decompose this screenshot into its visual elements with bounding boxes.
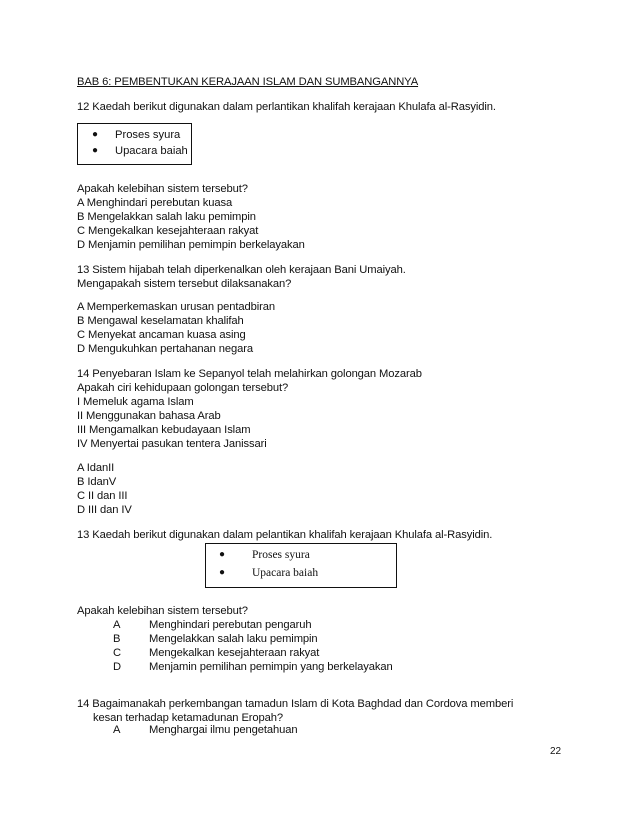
q12-question: Apakah kelebihan sistem tersebut? <box>77 183 248 195</box>
q13b-option-b-text: Mengelakkan salah laku pemimpin <box>149 633 318 645</box>
q14-option-d: D III dan IV <box>77 504 132 516</box>
q13-option-d: D Mengukuhkan pertahanan negara <box>77 343 254 355</box>
q13-option-b: B Mengawal keselamatan khalifah <box>77 315 244 327</box>
q14-statement-ii: II Menggunakan bahasa Arab <box>77 410 221 422</box>
q13-stem: 13 Sistem hijabah telah diperkenalkan oleh kerajaan Bani Umaiyah. <box>77 264 406 276</box>
q14b-stem-line1: 14 Bagaimanakah perkembangan tamadun Islam di Kota Baghdad dan Cordova memberi <box>77 698 514 710</box>
q14-statement-i: I Memeluk agama Islam <box>77 396 194 408</box>
q14-option-b: B IdanV <box>77 476 117 488</box>
q13b-option-a-text: Menghindari perebutan pengaruh <box>149 619 312 631</box>
q14b-option-a-text: Menghargai ilmu pengetahuan <box>149 724 298 736</box>
q12-option-c: C Mengekalkan kesejahteraan rakyat <box>77 225 259 237</box>
q14-question: Apakah ciri kehidupaan golongan tersebut? <box>77 382 289 394</box>
q12-stem: 12 Kaedah berikut digunakan dalam perlantikan khalifah kerajaan Khulafa al-Rasyidin. <box>77 101 496 113</box>
q14-statement-iii: III Mengamalkan kebudayaan Islam <box>77 424 251 436</box>
q13-option-a: A Memperkemaskan urusan pentadbiran <box>77 301 275 313</box>
bullet-icon: ● <box>92 129 99 140</box>
q13b-question: Apakah kelebihan sistem tersebut? <box>77 605 248 617</box>
q13b-option-d-text: Menjamin pemilihan pemimpin yang berkelayakan <box>149 661 393 673</box>
q13b-box-item: Upacara baiah <box>252 567 319 579</box>
q13-option-c: C Menyekat ancaman kuasa asing <box>77 329 246 341</box>
q12-method-box <box>77 123 192 165</box>
q14b-stem-line2: kesan terhadap ketamadunan Eropah? <box>93 712 284 724</box>
q14-option-c: C II dan III <box>77 490 128 502</box>
q12-option-a: A Menghindari perebutan kuasa <box>77 197 233 209</box>
bullet-icon: ● <box>92 145 99 156</box>
q13b-option-c-text: Mengekalkan kesejahteraan rakyat <box>149 647 320 659</box>
bullet-icon: ● <box>219 549 226 560</box>
q13-question: Mengapakah sistem tersebut dilaksanakan? <box>77 278 292 290</box>
q14-stem: 14 Penyebaran Islam ke Sepanyol telah melahirkan golongan Mozarab <box>77 368 422 380</box>
q13b-method-box <box>205 543 397 588</box>
q13b-option-c-letter: C <box>113 647 122 659</box>
page-number: 22 <box>550 746 562 757</box>
q13b-stem: 13 Kaedah berikut digunakan dalam pelantikan khalifah kerajaan Khulafa al-Rasyidin. <box>77 529 493 541</box>
q12-box-item: Upacara baiah <box>115 145 188 157</box>
q13b-option-a-letter: A <box>113 619 121 631</box>
chapter-title: BAB 6: PEMBENTUKAN KERAJAAN ISLAM DAN SUMBANGANNYA <box>77 76 419 88</box>
q12-option-b: B Mengelakkan salah laku pemimpin <box>77 211 256 223</box>
bullet-icon: ● <box>219 567 226 578</box>
q14-option-a: A IdanII <box>77 462 115 474</box>
q13b-option-d-letter: D <box>113 661 122 673</box>
q14b-option-a-letter: A <box>113 724 121 736</box>
q12-box-item: Proses syura <box>115 129 181 141</box>
q13b-option-b-letter: B <box>113 633 121 645</box>
q13b-box-item: Proses syura <box>252 549 310 561</box>
q12-option-d: D Menjamin pemilihan pemimpin berkelayakan <box>77 239 305 251</box>
q14-statement-iv: IV Menyertai pasukan tentera Janissari <box>77 438 267 450</box>
